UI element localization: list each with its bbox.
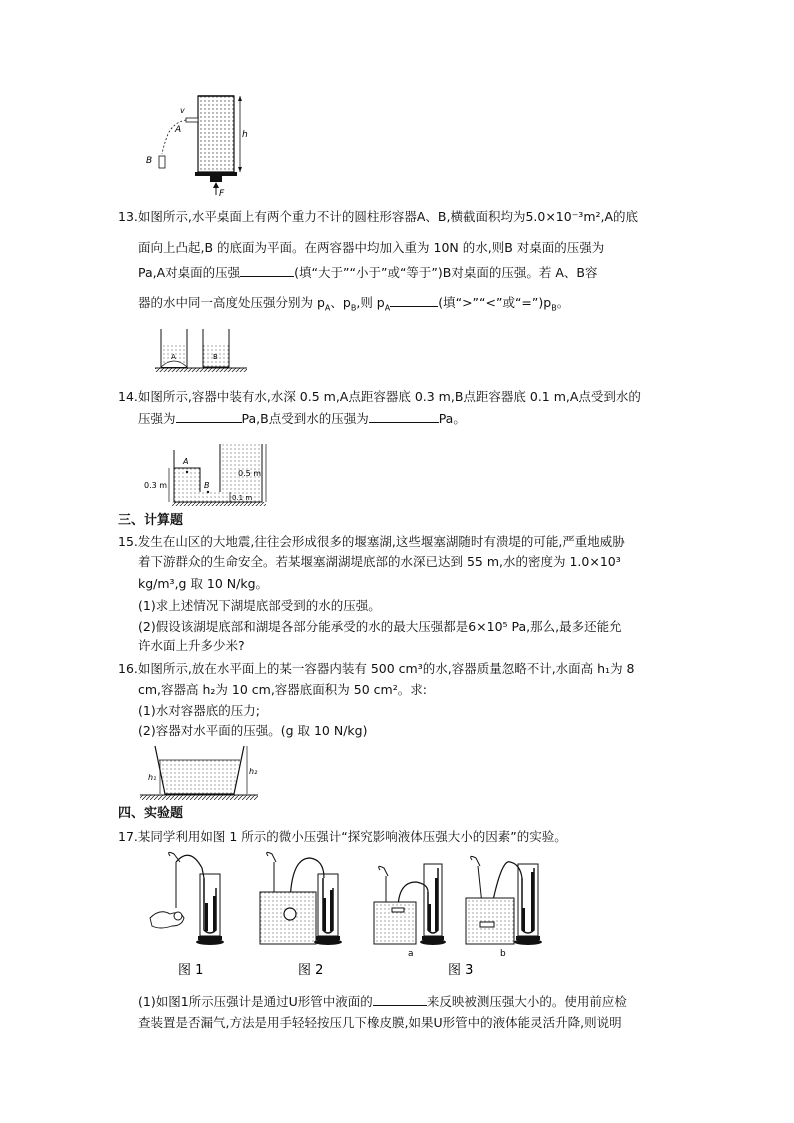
section-3-heading: 三、计算题 [118, 513, 184, 528]
figure-q12-container-diagram [140, 92, 250, 197]
figure-q14-stepped-container [142, 440, 272, 508]
q13-line-1: 13.如图所示,水平桌面上有两个重力不计的圆柱形容器A、B,横截面积均为5.0×10⁻³m²,A的底 [118, 209, 639, 224]
q15-line-6: 许水面上升多少米? [138, 638, 245, 653]
label-A: A [171, 353, 176, 361]
label-B: B [204, 481, 210, 490]
q17-part-1-line-1: (1)如图1所示压强计是通过U形管中液面的 来反映被测压强大小的。使用前应检 [138, 994, 627, 1009]
q16-line-3: (1)水对容器底的压力; [138, 703, 260, 718]
label-b: b [500, 949, 506, 959]
q13-line-3: Pa,A对桌面的压强 (填“大于”“小于”或“等于”)B对桌面的压强。若 A、B容 [138, 265, 598, 280]
figure-q13-two-containers [155, 325, 250, 375]
q17-line-1: 17.某同学利用如图 1 所示的微小压强计“探究影响液体压强大小的因素”的实验。 [118, 829, 567, 844]
q16-line-2: cm,容器高 h₂为 10 cm,容器底面积为 50 cm²。求: [138, 682, 427, 697]
gauge-fig-3b [466, 856, 542, 959]
label-h2: h₂ [249, 767, 258, 776]
caption-fig-1: 图 1 [178, 963, 204, 978]
q13-line-2: 面向上凸起,B 的底面为平面。在两容器中均加入重为 10N 的水,则B 对桌面的压强为 [138, 240, 605, 255]
label-05m: 0.5 m [238, 469, 262, 478]
q13-blank-3[interactable] [390, 294, 438, 307]
label-h: h [242, 130, 248, 140]
label-03m: 0.3 m [144, 481, 168, 490]
label-B: B [146, 156, 153, 166]
label-v: v [180, 106, 185, 115]
q13-line-4: 器的水中同一高度处压强分别为 $p_A$、$p_B$,则 $p_A$ (填“>”“<”或“$=”)p_B$。 [138, 295, 570, 313]
gauge-fig-2 [260, 852, 342, 945]
q15-line-5: (2)假设该湖堤底部和湖堤各部分能承受的水的最大压强都是6×10⁵ Pa,那么,最多还能允 [138, 619, 622, 634]
gauge-fig-1 [150, 852, 224, 945]
caption-fig-2: 图 2 [298, 963, 324, 978]
label-01m: 0.1 m [232, 494, 253, 502]
label-h1: h₁ [148, 773, 157, 782]
q15-line-1: 15.发生在山区的大地震,往往会形成很多的堰塞湖,这些堰塞湖随时有溃堤的可能,严重地威胁 [118, 534, 625, 549]
figure-q16-trapezoid-container [138, 744, 263, 804]
label-A: A [175, 125, 182, 135]
q14-blank-2[interactable] [369, 410, 439, 423]
caption-fig-3: 图 3 [448, 963, 474, 978]
figure-q17-pressure-gauges [140, 848, 560, 980]
label-a: a [408, 949, 414, 959]
q17-part-1-line-2: 查装置是否漏气,方法是用手轻轻按压几下橡皮膜,如果U形管中的液体能灵活升降,则说明 [138, 1015, 622, 1030]
gauge-fig-3a [374, 864, 446, 959]
q14-line-1: 14.如图所示,容器中装有水,水深 0.5 m,A点距容器底 0.3 m,B点距容器底 0.1 m,A点受到水的 [118, 389, 641, 404]
q16-line-4: (2)容器对水平面的压强。(g 取 10 N/kg) [138, 723, 368, 738]
q16-line-1: 16.如图所示,放在水平面上的某一容器内装有 500 cm³的水,容器质量忽略不计,水面高 h₁为 8 [118, 661, 635, 676]
label-F: F [219, 189, 225, 197]
q15-line-2: 着下游群众的生命安全。若某堰塞湖湖堤底部的水深已达到 55 m,水的密度为 1.0×10³ [138, 554, 621, 569]
q17-blank-1[interactable] [373, 993, 427, 1006]
label-B: B [213, 353, 218, 361]
q14-blank-1[interactable] [176, 410, 242, 423]
section-4-heading: 四、实验题 [118, 806, 184, 821]
q14-line-2: 压强为 Pa,B点受到水的压强为 Pa。 [138, 411, 466, 426]
q15-line-4: (1)求上述情况下湖堤底部受到的水的压强。 [138, 598, 381, 613]
label-A: A [183, 457, 189, 466]
q13-blank-2[interactable] [240, 264, 294, 277]
q15-line-3: kg/m³,g 取 10 N/kg。 [138, 576, 269, 591]
